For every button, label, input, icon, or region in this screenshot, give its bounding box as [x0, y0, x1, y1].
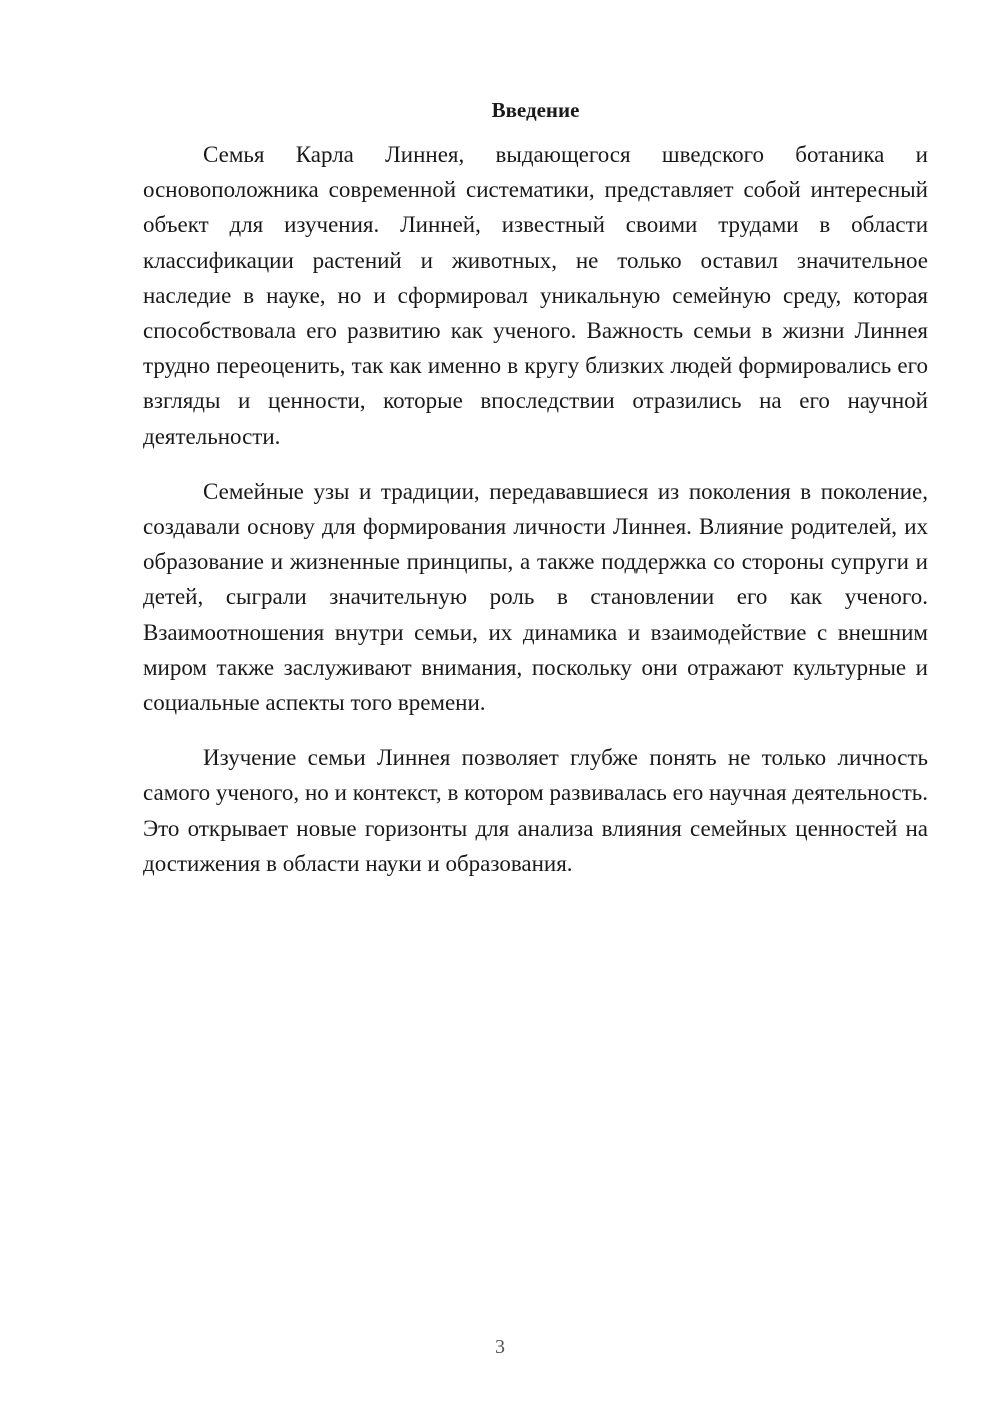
- paragraph-3: Изучение семьи Линнея позволяет глубже понять не только личность самого ученого, но и контекст, в котором развивалась его научная деятельность. Это открывает новые горизонты для анализа влияния семейных ценностей на достижения в области науки и образования.: [143, 745, 928, 876]
- paragraph-1: Семья Карла Линнея, выдающегося шведского ботаника и основоположника современной систематики, представляет собой интересный объект для изучения. Линней, известный своими трудами в области классификации растений и животных, не только оставил значительное наследие в науке, но и сформировал уникальную семейную среду, которая способствовала его развитию как ученого. Важность семьи в жизни Линнея трудно переоценить, так как именно в кругу близких людей формировались его взгляды и ценности, которые впоследствии отразились на его научной деятельности.: [143, 142, 928, 449]
- paragraph-2: Семейные узы и традиции, передававшиеся из поколения в поколение, создавали основу для формирования личности Линнея. Влияние родителей, их образование и жизненные принципы, а также поддержка со стороны супруги и детей, сыграли значительную роль в становлении его как ученого. Взаимоотношения внутри семьи, их динамика и взаимодействие с внешним миром также заслуживают внимания, поскольку они отражают культурные и социальные аспекты того времени.: [143, 478, 928, 716]
- page-content: [143, 95, 928, 901]
- page-number: 3: [495, 1336, 505, 1358]
- section-heading: Введение: [491, 98, 580, 122]
